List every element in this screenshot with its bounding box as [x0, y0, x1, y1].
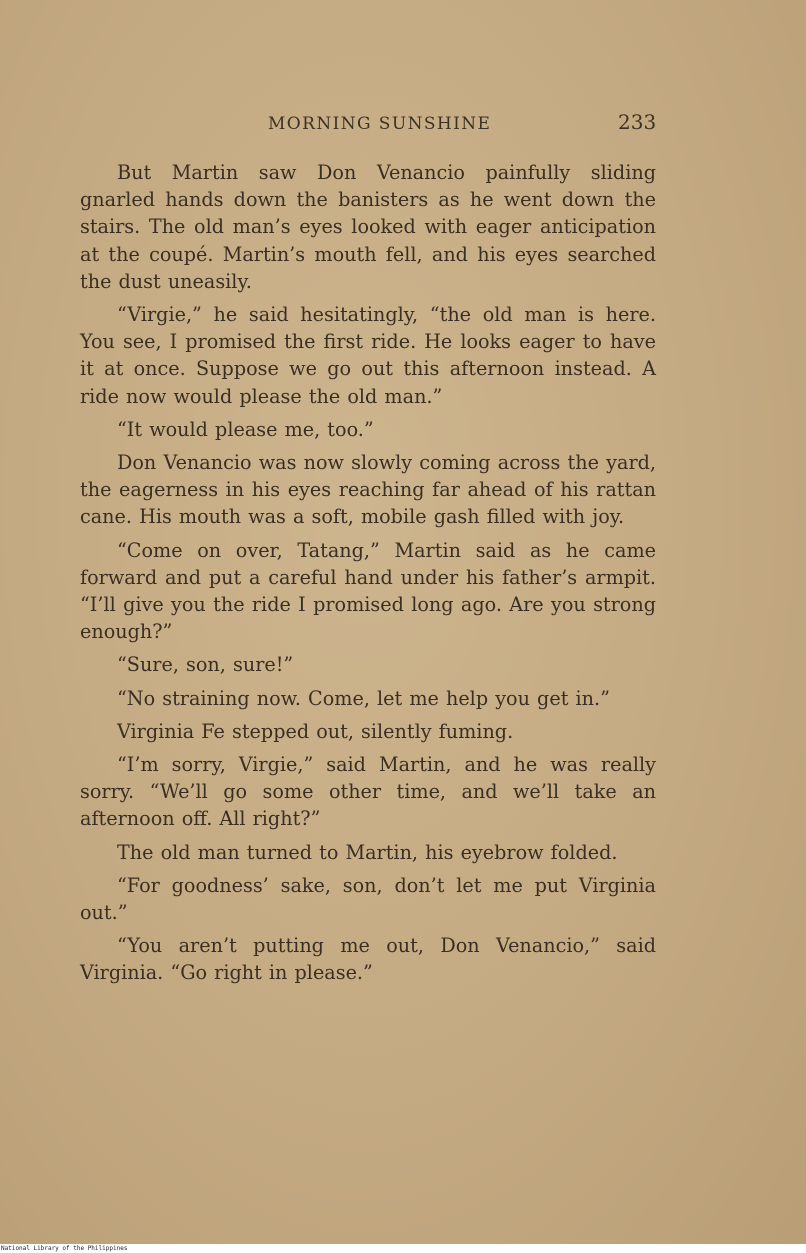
paragraph: Virginia Fe stepped out, silently fuming. [117, 719, 514, 743]
body-text [80, 159, 656, 993]
library-credit: National Library of the Philippines [0, 1244, 806, 1253]
paragraph: Don Venancio was now slowly coming across the yard, the eagerness in his eyes reaching far ahead of his rattan cane. His mouth was a soft, mobile gash filled with joy. [80, 451, 656, 529]
paragraph: The old man turned to Martin, his eyebrow folded. [117, 840, 618, 864]
paragraph: “It would please me, too.” [117, 417, 374, 441]
running-title: MORNING SUNSHINE [268, 114, 492, 134]
paragraph: “For goodness’ sake, son, don’t let me put Virginia out.” [80, 873, 656, 925]
running-head [0, 110, 806, 138]
paragraph: “Sure, son, sure!” [117, 653, 294, 677]
paragraph: “I’m sorry, Virgie,” said Martin, and he was really sorry. “We’ll go some other time, and we’ll take an afternoon off. All right?” [80, 753, 656, 831]
paragraph: “Come on over, Tatang,” Martin said as he came forward and put a careful hand under his father’s armpit. “I’ll give you the ride I promised long ago. Are you strong enough?” [80, 538, 656, 644]
paragraph: But Martin saw Don Venancio painfully sliding gnarled hands down the banisters as he went down the stairs. The old man’s eyes looked with eager anticipation at the coupé. Martin’s mouth fell, and his eyes searched the dust uneasily. [80, 161, 656, 293]
paragraph: “You aren’t putting me out, Don Venancio,” said Virginia. “Go right in please.” [80, 934, 656, 985]
page-number: 233 [618, 110, 657, 134]
paragraph: “No straining now. Come, let me help you get in.” [117, 686, 610, 710]
paragraph: “Virgie,” he said hesitatingly, “the old man is here. You see, I promised the first ride. He looks eager to have it at once. Suppose we go out this afternoon instead. A ride now would please the old man.” [80, 303, 656, 408]
